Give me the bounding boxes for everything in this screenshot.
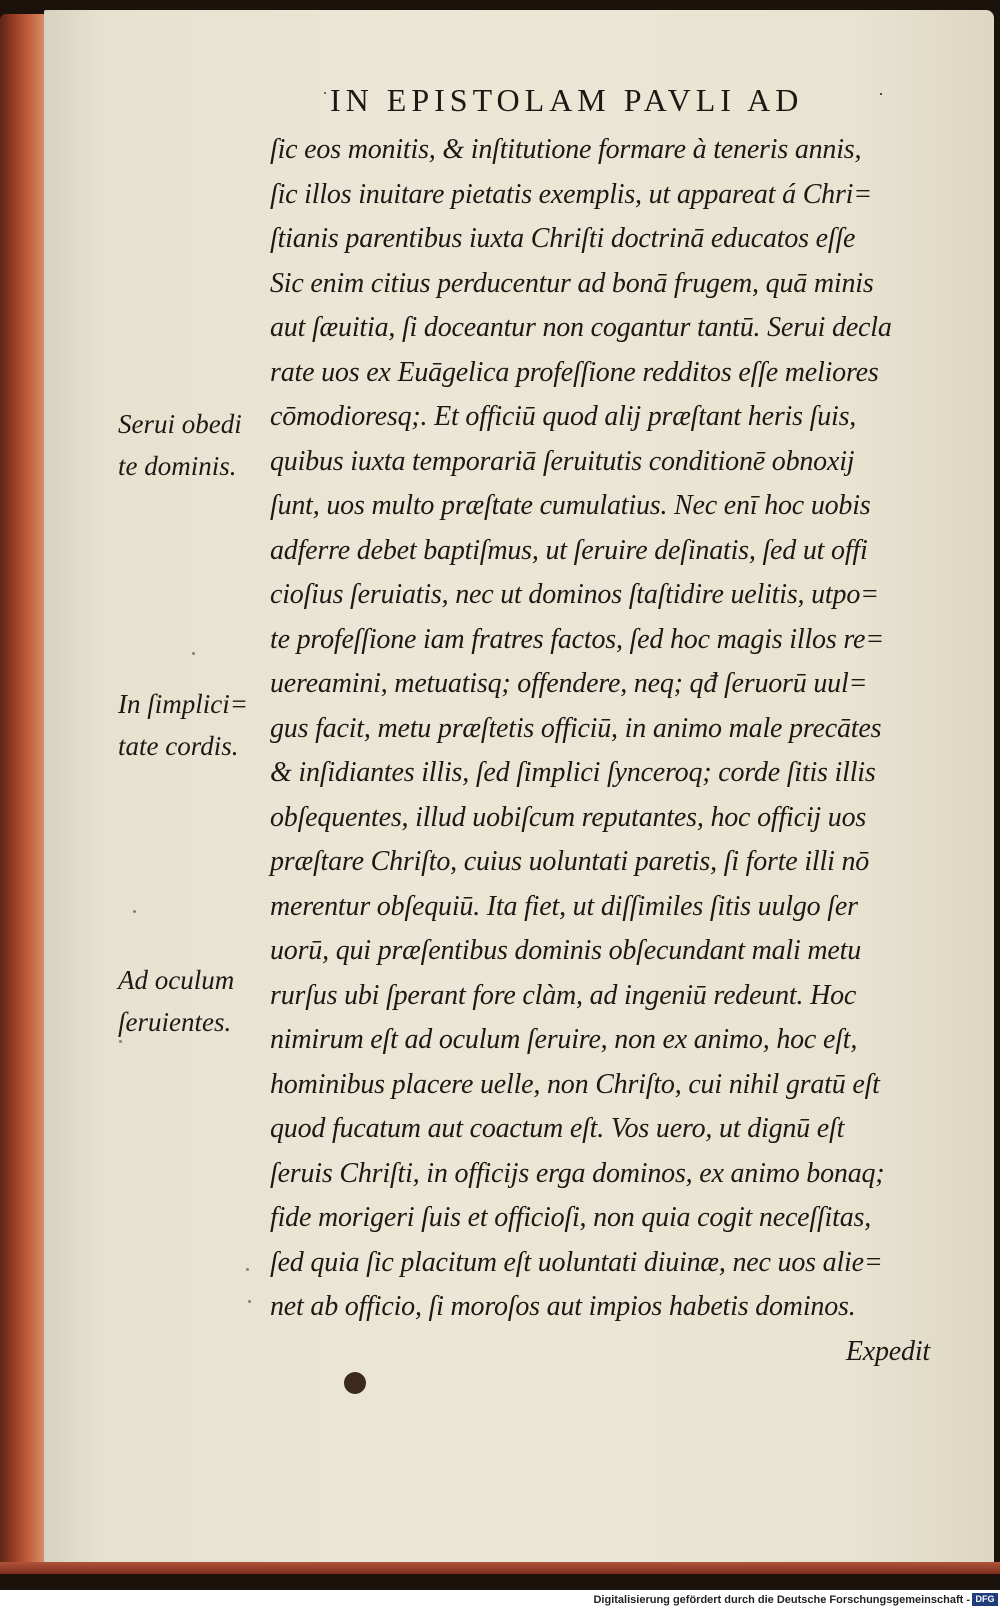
book-edge [0, 14, 50, 1574]
text-line: & inſidiantes illis, ſed ſimplici ſynceroq; corde ſitis illis [270, 757, 876, 788]
text-line: ſic illos inuitare pietatis exemplis, ut appareat á Chri= [270, 178, 872, 210]
text-line: merentur obſequiū. Ita fiet, ut diſſimiles ſitis uulgo ſer [270, 890, 858, 922]
paper-speck [246, 1268, 249, 1271]
text-line: præſtare Chriſto, cuius uoluntati paretis, ſi forte illi nō [270, 846, 870, 877]
text-line: rurſus ubi ſperant fore clàm, ad ingeniū redeunt. Hoc [270, 979, 857, 1011]
dfg-logo: DFG [972, 1593, 998, 1606]
text-line: ſunt, uos multo præſtate cumulatius. Nec enī hoc uobis [270, 490, 871, 521]
paper-speck [133, 910, 136, 913]
book-bottom-edge [0, 1562, 1000, 1574]
text-line: gus facit, metu præſtetis officiū, in animo male precātes [270, 712, 882, 744]
text-line: obſequentes, illud uobiſcum reputantes, hoc officij uos [270, 801, 867, 833]
text-line: ſic eos monitis, & inſtitutione formare à teneris annis, [270, 134, 862, 165]
text-line: rate uos ex Euāgelica profeſſione redditos eſſe meliores [270, 356, 879, 388]
head-ornament-right: · [878, 84, 884, 104]
text-line: ſed quia ſic placitum eſt uoluntati diuinæ, nec uos alie= [270, 1246, 883, 1278]
text-line: net ab officio, ſi moroſos aut impios habetis dominos. [270, 1291, 856, 1322]
text-line: hominibus placere uelle, non Chriſto, cui nihil gratū eſt [270, 1068, 880, 1100]
paper-speck [119, 1040, 122, 1043]
marginal-note [118, 683, 268, 767]
text-line: ſeruis Chriſti, in officijs erga dominos, ex animo bonaq; [270, 1157, 885, 1189]
marginal-note [118, 959, 268, 1043]
text-line: uorū, qui præſentibus dominis obſecundant mali metu [270, 935, 862, 966]
marginal-note-line: Serui obedi [118, 409, 242, 439]
catchword: Expedit [845, 1335, 930, 1367]
marginal-note-line: tate cordis. [118, 731, 239, 761]
marginal-note-line: ſeruientes. [118, 1007, 232, 1037]
text-line: cioſius ſeruiatis, nec ut dominos ſtaſtidire uelitis, utpo= [270, 579, 879, 610]
text-line: cōmodioresq;. Et officiū quod alij præſtant heris ſuis, [270, 401, 857, 432]
main-text-block [270, 128, 950, 1374]
marginal-note-line: Ad oculum [118, 965, 235, 995]
digitization-credit: Digitalisierung gefördert durch die Deutsche Forschungsgemeinschaft - [593, 1594, 970, 1606]
text-line: Sic enim citius perducentur ad bonā frugem, quā minis [270, 267, 874, 299]
paper-speck [248, 1300, 251, 1303]
marginal-note-line: te dominis. [118, 451, 237, 481]
ink-blot [344, 1372, 366, 1394]
paper-speck [192, 652, 195, 655]
text-line: adferre debet baptiſmus, ut ſeruire deſinatis, ſed ut offi [270, 534, 868, 566]
text-line: aut ſæuitia, ſi doceantur non cogantur tantū. Serui decla [270, 312, 892, 343]
text-line: te profeſſione iam fratres factos, ſed hoc magis illos re= [270, 623, 884, 655]
marginal-note-line: In ſimplici= [118, 689, 248, 719]
text-line: nimirum eſt ad oculum ſeruire, non ex animo, hoc eſt, [270, 1024, 858, 1055]
text-line: uereamini, metuatisq; offendere, neq; qđ ſeruorū uul= [270, 668, 868, 699]
text-line: fide morigeri ſuis et officioſi, non quia cogit neceſſitas, [270, 1202, 872, 1233]
head-ornament-left: ˙ [322, 88, 328, 108]
text-line: quibus iuxta temporariā ſeruitutis conditionē obnoxij [270, 445, 855, 477]
running-head: IN EPISTOLAM PAVLI AD [330, 82, 804, 118]
text-line: quod fucatum aut coactum eſt. Vos uero, ut dignū eſt [270, 1113, 845, 1144]
text-line: ſtianis parentibus iuxta Chriſti doctrinā educatos eſſe [270, 223, 856, 254]
marginal-note [118, 403, 268, 487]
